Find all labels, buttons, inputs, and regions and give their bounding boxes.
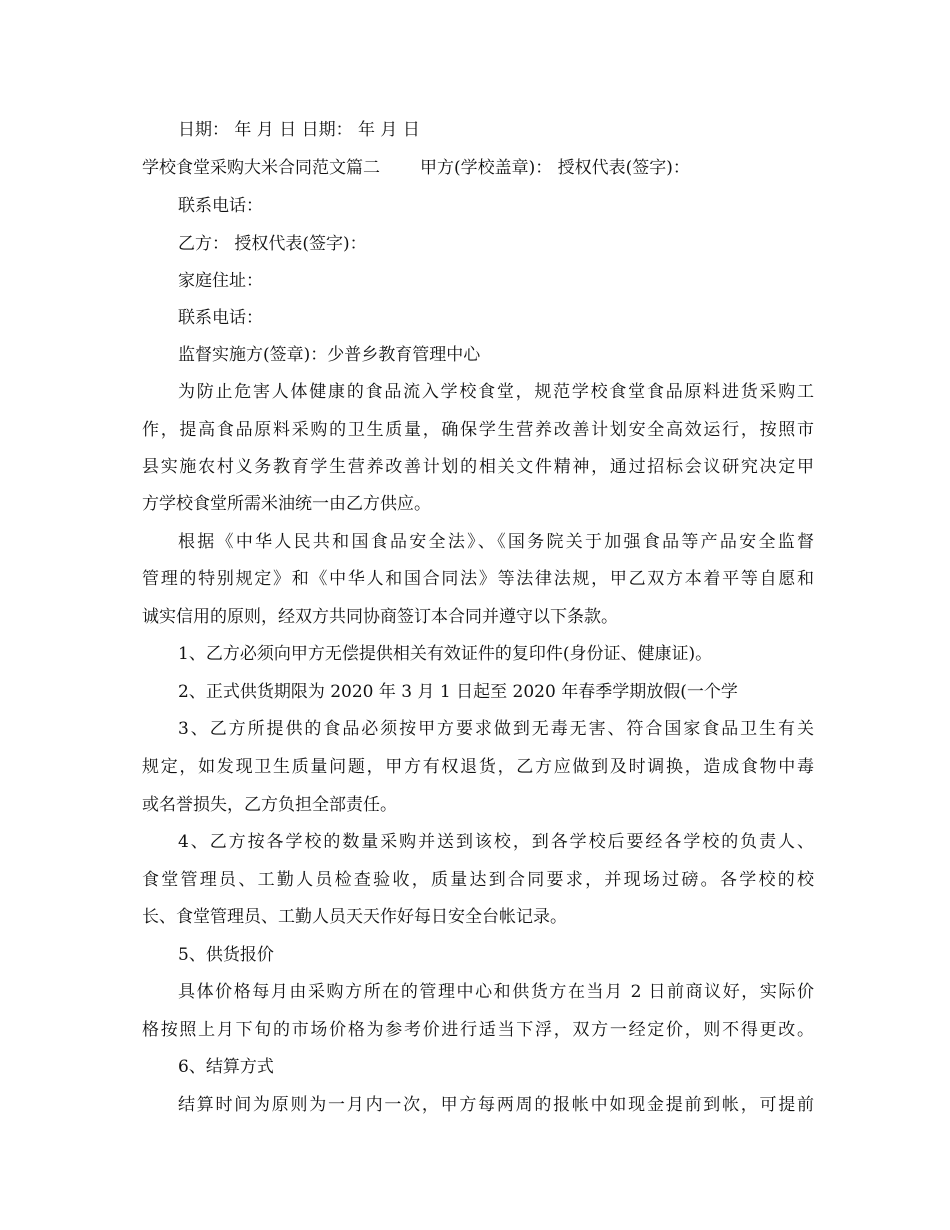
title-line [142, 149, 814, 187]
clause-5-line-2: 格按照上月下旬的市场价格为参考价进行适当下浮，双方一经定价，则不得更改。 [142, 1020, 814, 1040]
clause-4-line-1: 4、乙方按各学校的数量采购并送到该校，到各学校后要经各学校的负责人、 [178, 832, 814, 852]
supervisor-line: 监督实施方(签章)：少普乡教育管理中心 [178, 345, 481, 365]
paragraph-2-line-2: 管理的特别规定》和《中华人和国合同法》等法律法规，甲乙双方本着平等自愿和 [142, 569, 814, 589]
document-title: 学校食堂采购大米合同范文篇二 [142, 158, 380, 178]
clause-2: 2、正式供货期限为 2020 年 3 月 1 日起至 2020 年春季学期放假(一个学 [178, 682, 738, 702]
date-line: 日期： 年 月 日 日期： 年 月 日 [178, 120, 420, 140]
paragraph-1-line-3: 县实施农村义务教育学生营养改善计划的相关文件精神，通过招标会议研究决定甲 [142, 457, 814, 477]
clause-3-line-3: 或名誉损失，乙方负担全部责任。 [142, 795, 397, 815]
clause-5-heading: 5、供货报价 [178, 945, 274, 965]
paragraph-2-line-3: 诚实信用的原则，经双方共同协商签订本合同并遵守以下条款。 [142, 607, 618, 627]
party-a-line: 甲方(学校盖章)： 授权代表(签字)： [420, 158, 690, 178]
clause-3-line-1: 3、乙方所提供的食品必须按甲方要求做到无毒无害、符合国家食品卫生有关 [178, 719, 814, 739]
clause-6-heading: 6、结算方式 [178, 1057, 274, 1077]
paragraph-1-line-4: 方学校食堂所需米油统一由乙方供应。 [142, 494, 431, 514]
clause-1: 1、乙方必须向甲方无偿提供相关有效证件的复印件(身份证、健康证)。 [178, 644, 713, 664]
party-b-address: 家庭住址： [178, 271, 263, 291]
paragraph-1-line-1: 为防止危害人体健康的食品流入学校食堂，规范学校食堂食品原料进货采购工 [178, 382, 814, 402]
paragraph-1-line-2: 作，提高食品原料采购的卫生质量，确保学生营养改善计划安全高效运行，按照市 [142, 420, 814, 440]
party-b-line: 乙方： 授权代表(签字)： [178, 234, 367, 254]
party-b-phone: 联系电话： [178, 308, 263, 328]
clause-4-line-2: 食堂管理员、工勤人员检查验收，质量达到合同要求，并现场过磅。各学校的校 [142, 870, 814, 890]
clause-3-line-2: 规定，如发现卫生质量问题，甲方有权退货，乙方应做到及时调换，造成食物中毒 [142, 757, 814, 777]
party-a-phone: 联系电话： [178, 196, 263, 216]
paragraph-2-line-1: 根据《中华人民共和国食品安全法》、《国务院关于加强食品等产品安全监督 [178, 532, 814, 552]
clause-6-line-1: 结算时间为原则为一月内一次，甲方每两周的报帐中如现金提前到帐，可提前 [178, 1095, 814, 1115]
clause-5-line-1: 具体价格每月由采购方所在的管理中心和供货方在当月 2 日前商议好，实际价 [178, 982, 814, 1002]
clause-4-line-3: 长、食堂管理员、工勤人员天天作好每日安全台帐记录。 [142, 907, 567, 927]
